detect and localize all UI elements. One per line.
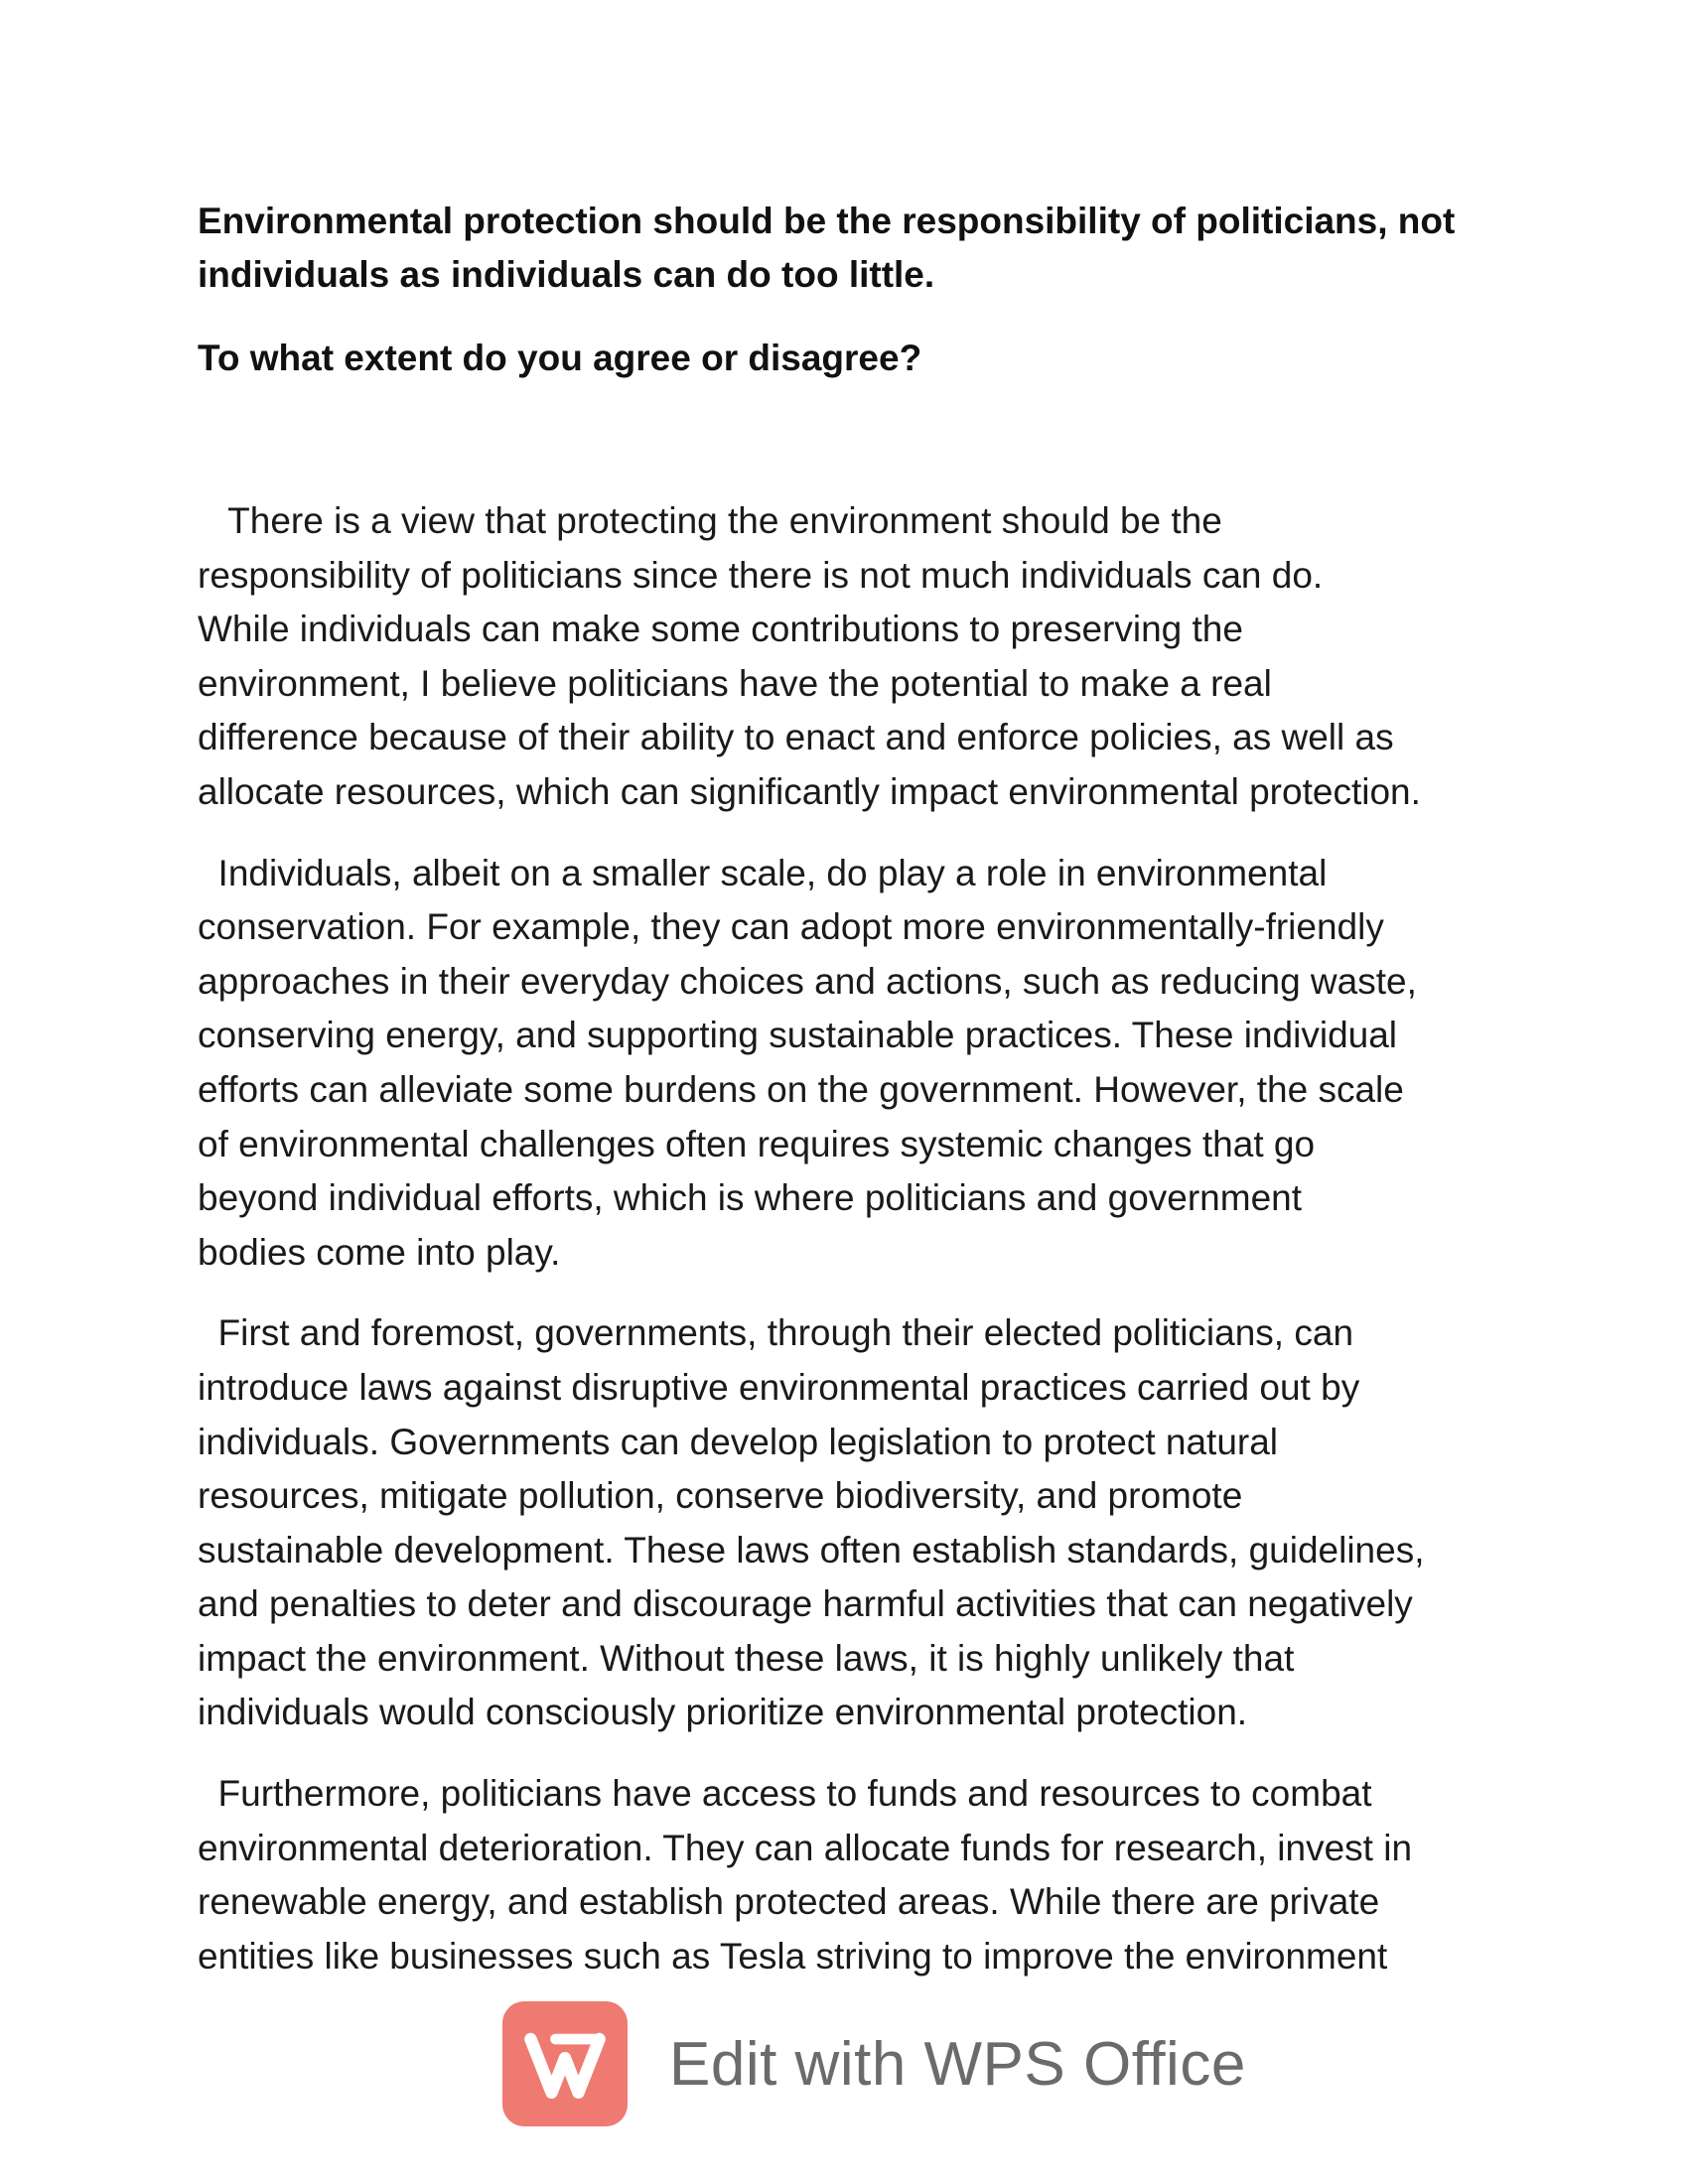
wps-watermark[interactable]	[502, 2001, 1246, 2126]
text-line: efforts can alleviate some burdens on the government. However, the scale	[198, 1068, 1404, 1110]
text-line: environmental deterioration. They can allocate funds for research, invest in	[198, 1827, 1413, 1868]
text-line: Individuals, albeit on a smaller scale, do play a role in environmental	[198, 852, 1328, 893]
text-line: impact the environment. Without these laws, it is highly unlikely that	[198, 1637, 1295, 1679]
essay-paragraph-2	[198, 847, 1528, 1281]
text-line: bodies come into play.	[198, 1231, 561, 1273]
text-line: allocate resources, which can significantly impact environmental protection.	[198, 770, 1421, 812]
text-line: sustainable development. These laws often establish standards, guidelines,	[198, 1529, 1425, 1570]
prompt-line: individuals as individuals can do too little.	[198, 254, 935, 295]
text-line: individuals. Governments can develop legislation to protect natural	[198, 1421, 1279, 1462]
text-line: Furthermore, politicians have access to funds and resources to combat	[198, 1773, 1372, 1815]
text-line: individuals would consciously prioritize environmental protection.	[198, 1692, 1248, 1733]
essay-body	[198, 494, 1528, 2010]
text-line: responsibility of politicians since there is not much individuals can do.	[198, 554, 1324, 596]
text-line: environment, I believe politicians have the potential to make a real	[198, 662, 1272, 704]
text-line: of environmental challenges often requires systemic changes that go	[198, 1123, 1316, 1164]
essay-paragraph-3	[198, 1306, 1528, 1740]
text-line: There is a view that protecting the environment should be the	[198, 500, 1222, 541]
essay-prompt	[198, 195, 1508, 302]
essay-paragraph-1	[198, 494, 1528, 820]
text-line: introduce laws against disruptive environmental practices carried out by	[198, 1366, 1360, 1408]
text-line: and penalties to deter and discourage harmful activities that can negatively	[198, 1583, 1413, 1625]
text-line: While individuals can make some contributions to preserving the	[198, 609, 1243, 650]
text-line: conserving energy, and supporting sustainable practices. These individual	[198, 1015, 1398, 1056]
text-line: resources, mitigate pollution, conserve biodiversity, and promote	[198, 1475, 1243, 1517]
text-line: entities like businesses such as Tesla striving to improve the environment	[198, 1935, 1388, 1977]
text-line: conservation. For example, they can adopt more environmentally-friendly	[198, 906, 1384, 948]
text-line: renewable energy, and establish protected areas. While there are private	[198, 1881, 1380, 1923]
watermark-text: Edit with WPS Office	[669, 2029, 1246, 2099]
essay-question: To what extent do you agree or disagree?	[198, 338, 922, 378]
text-line: difference because of their ability to enact and enforce policies, as well as	[198, 717, 1394, 758]
essay-paragraph-4	[198, 1767, 1528, 1983]
text-line: First and foremost, governments, through their elected politicians, can	[198, 1312, 1354, 1354]
wps-office-logo-icon	[502, 2001, 628, 2126]
prompt-line: Environmental protection should be the responsibility of politicians, not	[198, 201, 1456, 241]
text-line: beyond individual efforts, which is where politicians and government	[198, 1177, 1303, 1219]
text-line: approaches in their everyday choices and actions, such as reducing waste,	[198, 960, 1417, 1002]
